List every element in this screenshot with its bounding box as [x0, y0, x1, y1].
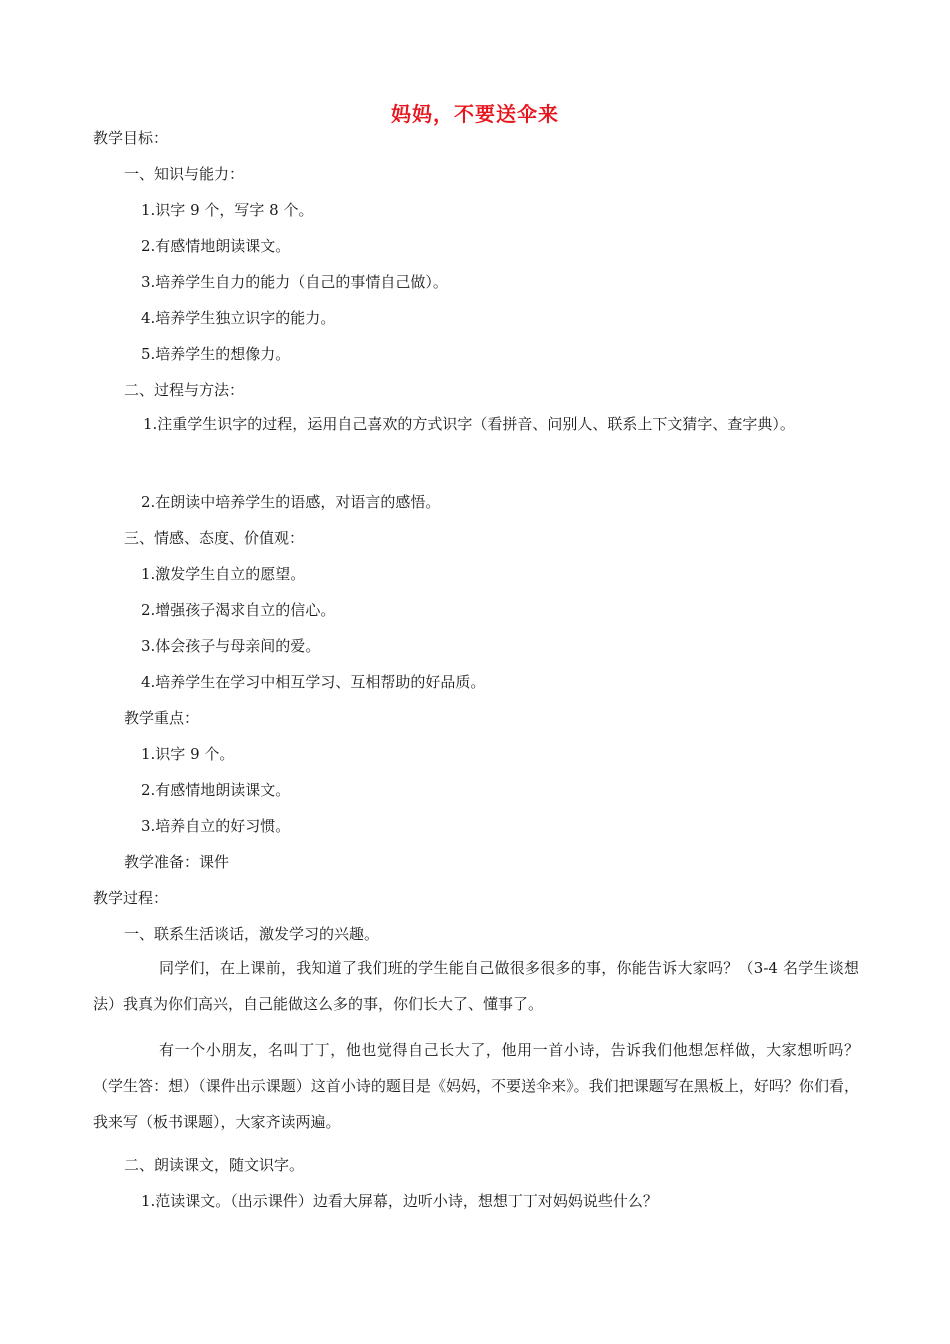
process-heading: 教学过程：: [93, 889, 169, 907]
document-title: 妈妈，不要送伞来: [391, 102, 559, 126]
key-points-item: 3.培养自立的好习惯。: [141, 817, 291, 835]
section1-item: 5.培养学生的想像力。: [141, 345, 291, 363]
key-points-heading: 教学重点：: [124, 709, 200, 727]
section1-heading: 一、知识与能力：: [124, 165, 245, 183]
step1-heading: 一、联系生活谈话，激发学习的兴趣。: [124, 925, 380, 943]
section2-heading: 二、过程与方法：: [124, 381, 245, 399]
section1-item: 3.培养学生自力的能力（自己的事情自己做）。: [141, 273, 448, 291]
section1-item: 4.培养学生独立识字的能力。: [141, 309, 336, 327]
section3-item: 4.培养学生在学习中相互学习、互相帮助的好品质。: [141, 673, 486, 691]
section3-item: 2.增强孩子渴求自立的信心。: [141, 601, 336, 619]
section2-item: 1.注重学生识字的过程，运用自己喜欢的方式识字（看拼音、问别人、联系上下文猜字、查字典）。: [143, 415, 795, 433]
section3-item: 3.体会孩子与母亲间的爱。: [141, 637, 321, 655]
section1-item: 2.有感情地朗读课文。: [141, 237, 291, 255]
key-points-item: 1.识字 9 个。: [141, 745, 235, 763]
section2-item: 2.在朗读中培养学生的语感，对语言的感悟。: [141, 493, 441, 511]
step1-paragraph: 同学们，在上课前，我知道了我们班的学生能自己做很多很多的事，你能告诉大家吗？（3-4 名学生谈想法）我真为你们高兴，自己能做这么多的事，你们长大了、懂事了。: [93, 959, 859, 1013]
preparation-line: 教学准备：课件: [124, 853, 230, 871]
step1-paragraph: 有一个小朋友，名叫丁丁，他也觉得自己长大了，他用一首小诗，告诉我们他想怎样做，大家想听吗？（学生答：想）（课件出示课题）这首小诗的题目是《妈妈，不要送伞来》。我们把课题写在黑板上，好吗？你们看，我来写（板书课题），大家齐读两遍。: [93, 1041, 859, 1131]
step2-heading: 二、朗读课文，随文识字。: [124, 1156, 305, 1174]
section3-heading: 三、情感、态度、价值观：: [124, 529, 305, 547]
key-points-item: 2.有感情地朗读课文。: [141, 781, 291, 799]
step2-item: 1.范读课文。（出示课件）边看大屏幕，边听小诗，想想丁丁对妈妈说些什么？: [141, 1192, 658, 1210]
objectives-heading: 教学目标：: [93, 129, 169, 147]
section1-item: 1.识字 9 个，写字 8 个。: [141, 201, 314, 219]
section3-item: 1.激发学生自立的愿望。: [141, 565, 306, 583]
